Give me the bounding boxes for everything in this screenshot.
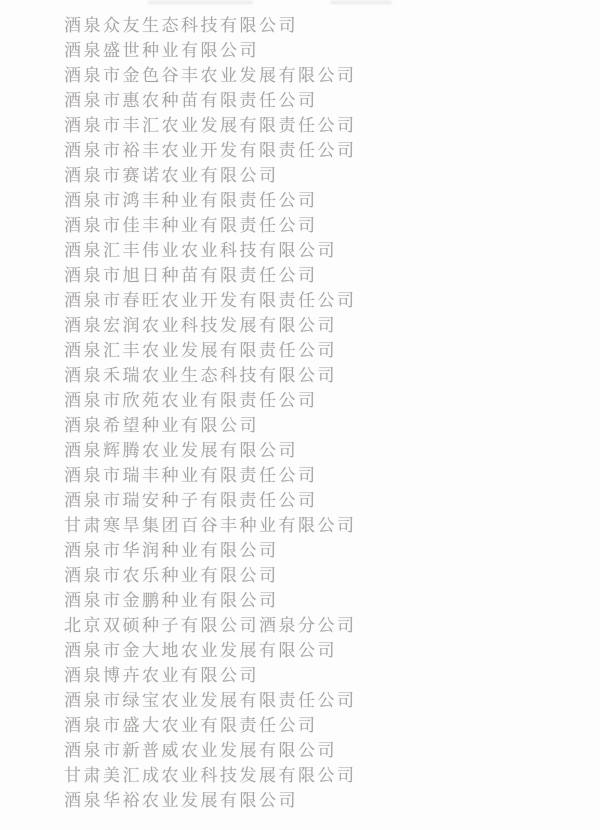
- company-name: 酒泉市瑞丰种业有限责任公司: [64, 466, 318, 485]
- company-name: 北京双硕种子有限公司酒泉分公司: [64, 616, 357, 635]
- company-name: 酒泉市鸿丰种业有限责任公司: [64, 191, 318, 210]
- company-name: 酒泉市欣苑农业有限责任公司: [64, 391, 318, 410]
- company-name: 酒泉汇丰农业发展有限责任公司: [64, 341, 337, 360]
- company-name: 酒泉博卉农业有限公司: [64, 666, 259, 685]
- company-name: 酒泉禾瑞农业生态科技有限公司: [64, 366, 337, 385]
- company-name: 酒泉市赛诺农业有限公司: [64, 166, 279, 185]
- company-name: 酒泉华裕农业发展有限公司: [64, 791, 298, 810]
- company-name: 酒泉市金鹏种业有限公司: [64, 591, 279, 610]
- company-name: 酒泉市盛大农业有限责任公司: [64, 716, 318, 735]
- company-name: 酒泉汇丰伟业农业科技有限公司: [64, 241, 337, 260]
- company-name: 酒泉市瑞安种子有限责任公司: [64, 491, 318, 510]
- company-name: 酒泉辉腾农业发展有限公司: [64, 441, 298, 460]
- company-name: 甘肃美汇成农业科技发展有限公司: [64, 766, 357, 785]
- company-name: 酒泉市佳丰种业有限责任公司: [64, 216, 318, 235]
- company-name: 酒泉市春旺农业开发有限责任公司: [64, 291, 357, 310]
- company-name: 酒泉市农乐种业有限公司: [64, 566, 279, 585]
- company-name: 酒泉市新普威农业发展有限公司: [64, 741, 337, 760]
- company-name: 酒泉市惠农种苗有限责任公司: [64, 91, 318, 110]
- company-list: [64, 13, 600, 813]
- company-name: 酒泉市金色谷丰农业发展有限公司: [64, 66, 357, 85]
- company-name: 酒泉市旭日种苗有限责任公司: [64, 266, 318, 285]
- company-name: 酒泉宏润农业科技发展有限公司: [64, 316, 337, 335]
- company-name: 酒泉盛世种业有限公司: [64, 41, 259, 60]
- company-name: 酒泉市金大地农业发展有限公司: [64, 641, 337, 660]
- company-name: 甘肃寒旱集团百谷丰种业有限公司: [64, 516, 357, 535]
- company-name: 酒泉众友生态科技有限公司: [64, 16, 298, 35]
- company-name: 酒泉市丰汇农业发展有限责任公司: [64, 116, 357, 135]
- scan-artifact: [330, 1, 392, 4]
- company-name: 酒泉希望种业有限公司: [64, 416, 259, 435]
- company-name: 酒泉市华润种业有限公司: [64, 541, 279, 560]
- company-name: 酒泉市裕丰农业开发有限责任公司: [64, 141, 357, 160]
- scan-artifact: [148, 1, 253, 4]
- company-name: 酒泉市绿宝农业发展有限责任公司: [64, 691, 357, 710]
